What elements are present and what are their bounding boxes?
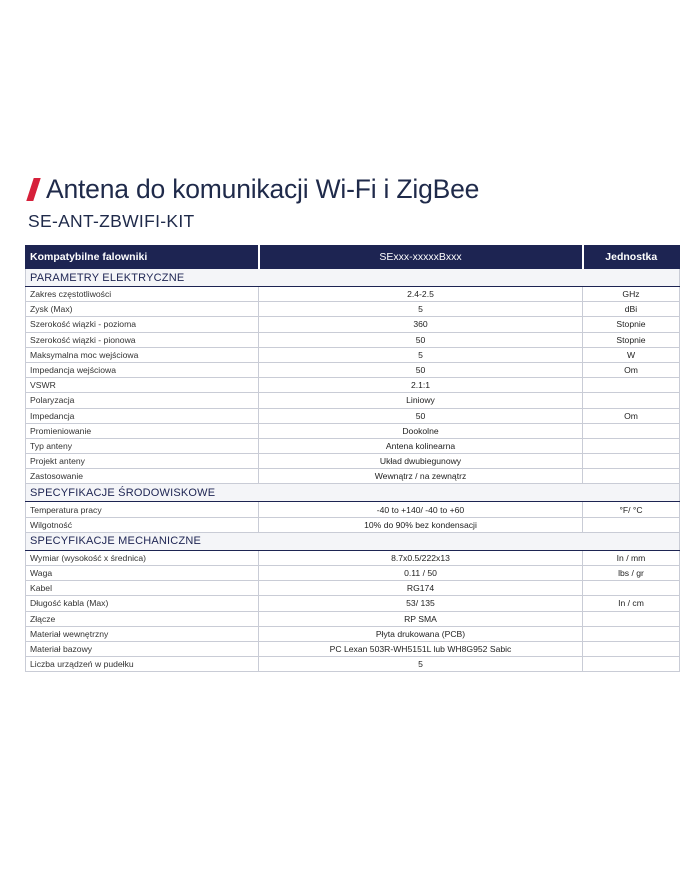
- table-row: [26, 626, 680, 641]
- table-row: [26, 408, 680, 423]
- param-unit: In / cm: [583, 596, 680, 611]
- param-value: 0.11 / 50: [259, 566, 583, 581]
- param-value: 50: [259, 332, 583, 347]
- param-value: 8.7x0.5/222x13: [259, 550, 583, 565]
- param-value: 5: [259, 657, 583, 672]
- table-row: [26, 657, 680, 672]
- table-row: [26, 362, 680, 377]
- param-name: Maksymalna moc wejściowa: [26, 347, 259, 362]
- param-value: -40 to +140/ -40 to +60: [259, 502, 583, 517]
- param-unit: [583, 423, 680, 438]
- param-unit: GHz: [583, 287, 680, 302]
- param-value: Wewnątrz / na zewnątrz: [259, 469, 583, 484]
- param-name: Zastosowanie: [26, 469, 259, 484]
- param-name: Waga: [26, 566, 259, 581]
- param-value: 360: [259, 317, 583, 332]
- param-name: Wilgotność: [26, 517, 259, 532]
- param-name: Projekt anteny: [26, 454, 259, 469]
- param-unit: [583, 517, 680, 532]
- param-name: Zysk (Max): [26, 302, 259, 317]
- param-unit: Stopnie: [583, 317, 680, 332]
- table-row: [26, 550, 680, 565]
- param-unit: [583, 454, 680, 469]
- accent-slash-icon: [26, 178, 40, 201]
- param-unit: [583, 469, 680, 484]
- header-unit: Jednostka: [583, 246, 680, 269]
- param-name: Materiał bazowy: [26, 641, 259, 656]
- param-value: 50: [259, 408, 583, 423]
- table-row: [26, 347, 680, 362]
- param-name: Długość kabla (Max): [26, 596, 259, 611]
- table-row: [26, 641, 680, 656]
- param-value: Antena kolinearna: [259, 438, 583, 453]
- section-title: SPECYFIKACJE ŚRODOWISKOWE: [26, 484, 680, 502]
- param-value: 10% do 90% bez kondensacji: [259, 517, 583, 532]
- param-name: Liczba urządzeń w pudełku: [26, 657, 259, 672]
- table-row: [26, 517, 680, 532]
- param-value: PC Lexan 503R-WH5151L lub WH8G952 Sabic: [259, 641, 583, 656]
- param-value: 53/ 135: [259, 596, 583, 611]
- param-unit: lbs / gr: [583, 566, 680, 581]
- param-unit: [583, 581, 680, 596]
- table-row: [26, 378, 680, 393]
- param-unit: [583, 611, 680, 626]
- table-row: [26, 423, 680, 438]
- table-row: [26, 566, 680, 581]
- table-row: [26, 581, 680, 596]
- param-unit: dBi: [583, 302, 680, 317]
- header-model: SExxx-xxxxxBxxx: [259, 246, 583, 269]
- param-name: Promieniowanie: [26, 423, 259, 438]
- section-header-row: [26, 269, 680, 287]
- section-title: PARAMETRY ELEKTRYCZNE: [26, 269, 680, 287]
- param-value: 50: [259, 362, 583, 377]
- param-unit: °F/ °C: [583, 502, 680, 517]
- param-value: Płyta drukowana (PCB): [259, 626, 583, 641]
- table-row: [26, 287, 680, 302]
- param-unit: Stopnie: [583, 332, 680, 347]
- param-value: 5: [259, 302, 583, 317]
- param-name: Wymiar (wysokość x średnica): [26, 550, 259, 565]
- param-unit: In / mm: [583, 550, 680, 565]
- table-row: [26, 393, 680, 408]
- param-value: Liniowy: [259, 393, 583, 408]
- table-row: [26, 469, 680, 484]
- param-unit: Om: [583, 408, 680, 423]
- param-value: RG174: [259, 581, 583, 596]
- param-name: Impedancja wejściowa: [26, 362, 259, 377]
- param-unit: W: [583, 347, 680, 362]
- table-row: [26, 596, 680, 611]
- param-unit: [583, 393, 680, 408]
- param-name: Materiał wewnętrzny: [26, 626, 259, 641]
- param-value: Dookolne: [259, 423, 583, 438]
- param-value: 2.1:1: [259, 378, 583, 393]
- param-value: 2.4-2.5: [259, 287, 583, 302]
- param-unit: Om: [583, 362, 680, 377]
- param-name: Szerokość wiązki - pozioma: [26, 317, 259, 332]
- param-name: Polaryzacja: [26, 393, 259, 408]
- param-name: Temperatura pracy: [26, 502, 259, 517]
- title-row: [24, 172, 479, 206]
- param-value: RP SMA: [259, 611, 583, 626]
- header-compatible-inverters: Kompatybilne falowniki: [26, 246, 259, 269]
- param-name: Typ anteny: [26, 438, 259, 453]
- param-unit: [583, 438, 680, 453]
- table-row: [26, 302, 680, 317]
- param-unit: [583, 657, 680, 672]
- table-row: [26, 611, 680, 626]
- table-row: [26, 317, 680, 332]
- param-value: Układ dwubiegunowy: [259, 454, 583, 469]
- product-code: SE-ANT-ZBWIFI-KIT: [28, 211, 195, 231]
- spec-table-body: [26, 269, 680, 672]
- param-name: Kabel: [26, 581, 259, 596]
- table-header-row: [26, 246, 680, 269]
- param-name: Szerokość wiązki - pionowa: [26, 332, 259, 347]
- param-name: Zakres częstotliwości: [26, 287, 259, 302]
- param-unit: [583, 626, 680, 641]
- table-row: [26, 454, 680, 469]
- table-row: [26, 502, 680, 517]
- param-name: Złącze: [26, 611, 259, 626]
- section-header-row: [26, 532, 680, 550]
- page-title: Antena do komunikacji Wi-Fi i ZigBee: [46, 173, 480, 204]
- param-name: Impedancja: [26, 408, 259, 423]
- table-row: [26, 332, 680, 347]
- param-unit: [583, 378, 680, 393]
- spec-table: [25, 245, 680, 672]
- section-title: SPECYFIKACJE MECHANICZNE: [26, 532, 680, 550]
- param-value: 5: [259, 347, 583, 362]
- param-name: VSWR: [26, 378, 259, 393]
- section-header-row: [26, 484, 680, 502]
- table-row: [26, 438, 680, 453]
- param-unit: [583, 641, 680, 656]
